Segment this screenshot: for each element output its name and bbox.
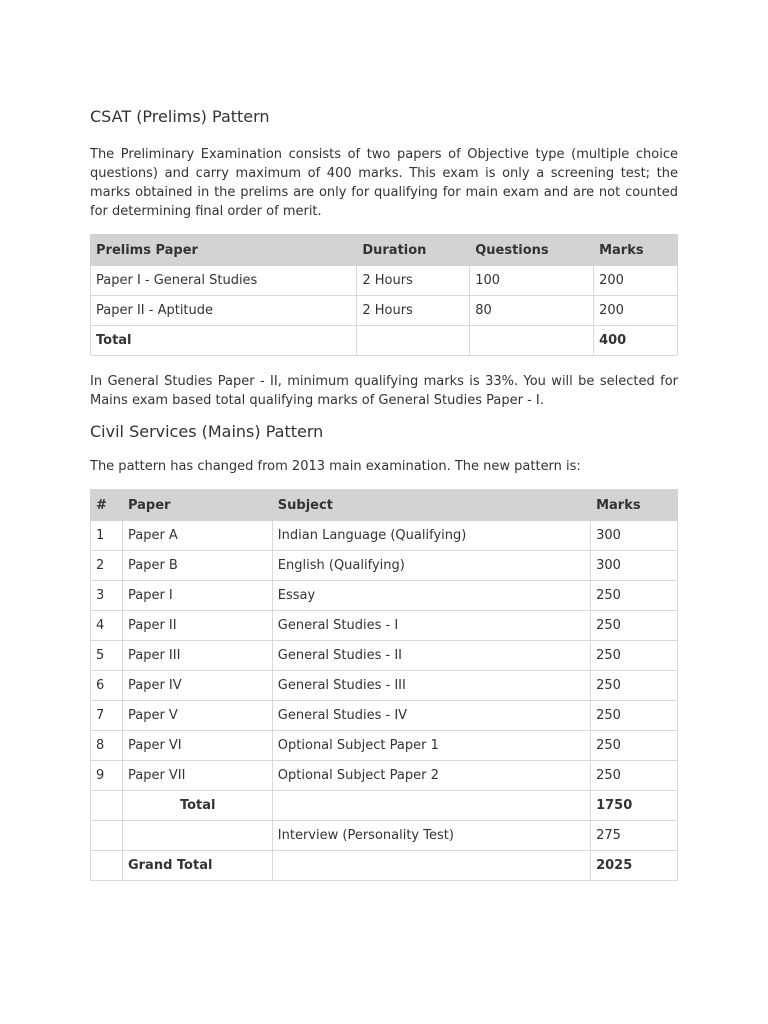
prelims-cell-questions: 80 <box>470 296 594 326</box>
mains-header-number: # <box>91 490 123 521</box>
table-row <box>91 731 678 761</box>
mains-cell-subject: Indian Language (Qualifying) <box>272 521 590 551</box>
mains-header-paper: Paper <box>122 490 272 521</box>
mains-header-subject: Subject <box>272 490 590 521</box>
mains-cell-number <box>91 821 123 851</box>
mains-cell-number: 5 <box>91 641 123 671</box>
table-row <box>91 266 678 296</box>
table-row <box>91 851 678 881</box>
mains-cell-number: 7 <box>91 701 123 731</box>
mains-cell-paper: Paper A <box>122 521 272 551</box>
mains-cell-subject: General Studies - IV <box>272 701 590 731</box>
mains-cell-marks: 250 <box>591 581 678 611</box>
mains-cell-marks: 250 <box>591 701 678 731</box>
table-row <box>91 701 678 731</box>
table-row <box>91 581 678 611</box>
mains-cell-subject: Optional Subject Paper 1 <box>272 731 590 761</box>
mains-interview-marks: 275 <box>591 821 678 851</box>
table-row <box>91 641 678 671</box>
prelims-note: In General Studies Paper - II, minimum qualifying marks is 33%. You will be selected for Mains exam based total qualifying marks of General Studies Paper - I. <box>90 374 678 408</box>
prelims-cell-duration: 2 Hours <box>357 296 470 326</box>
mains-cell-marks: 250 <box>591 761 678 791</box>
mains-cell-number: 4 <box>91 611 123 641</box>
prelims-header-marks: Marks <box>594 235 678 266</box>
mains-cell-number: 2 <box>91 551 123 581</box>
mains-cell-paper: Paper VI <box>122 731 272 761</box>
mains-cell-paper <box>122 821 272 851</box>
mains-cell-number: 3 <box>91 581 123 611</box>
mains-cell-subject: General Studies - III <box>272 671 590 701</box>
table-row <box>91 821 678 851</box>
mains-cell-marks: 300 <box>591 521 678 551</box>
prelims-cell-questions: 100 <box>470 266 594 296</box>
mains-cell-number: 6 <box>91 671 123 701</box>
document-content <box>90 106 678 881</box>
mains-cell-paper: Paper B <box>122 551 272 581</box>
mains-cell-marks: 250 <box>591 671 678 701</box>
table-row <box>91 671 678 701</box>
mains-cell-subject <box>272 851 590 881</box>
prelims-cell-duration <box>357 326 470 356</box>
mains-cell-number <box>91 851 123 881</box>
prelims-cell-marks: 200 <box>594 266 678 296</box>
mains-interview-label: Interview (Personality Test) <box>272 821 590 851</box>
mains-total-marks: 1750 <box>591 791 678 821</box>
mains-cell-number: 1 <box>91 521 123 551</box>
prelims-cell-questions <box>470 326 594 356</box>
mains-header-marks: Marks <box>591 490 678 521</box>
prelims-header-paper: Prelims Paper <box>91 235 357 266</box>
mains-cell-subject <box>272 791 590 821</box>
mains-cell-paper: Paper VII <box>122 761 272 791</box>
table-row <box>91 611 678 641</box>
table-row <box>91 551 678 581</box>
table-row <box>91 296 678 326</box>
mains-cell-subject: General Studies - II <box>272 641 590 671</box>
mains-table-header <box>91 490 678 521</box>
mains-cell-number <box>91 791 123 821</box>
mains-cell-paper: Paper II <box>122 611 272 641</box>
prelims-cell-duration: 2 Hours <box>357 266 470 296</box>
mains-cell-marks: 250 <box>591 731 678 761</box>
table-row <box>91 521 678 551</box>
prelims-header-questions: Questions <box>470 235 594 266</box>
table-row <box>91 791 678 821</box>
prelims-table-header <box>91 235 678 266</box>
prelims-table <box>90 234 678 356</box>
mains-cell-subject: General Studies - I <box>272 611 590 641</box>
mains-total-label: Total <box>122 791 272 821</box>
prelims-total-label: Total <box>91 326 357 356</box>
prelims-heading: CSAT (Prelims) Pattern <box>90 107 270 126</box>
mains-cell-marks: 300 <box>591 551 678 581</box>
mains-cell-paper: Paper V <box>122 701 272 731</box>
table-row <box>91 326 678 356</box>
table-row <box>91 761 678 791</box>
prelims-cell-paper: Paper I - General Studies <box>91 266 357 296</box>
mains-cell-paper: Paper IV <box>122 671 272 701</box>
prelims-header-duration: Duration <box>357 235 470 266</box>
mains-cell-subject: Optional Subject Paper 2 <box>272 761 590 791</box>
mains-cell-number: 8 <box>91 731 123 761</box>
prelims-total-marks: 400 <box>594 326 678 356</box>
mains-cell-subject: Essay <box>272 581 590 611</box>
mains-cell-marks: 250 <box>591 611 678 641</box>
mains-intro: The pattern has changed from 2013 main examination. The new pattern is: <box>90 459 581 474</box>
mains-grand-total-marks: 2025 <box>591 851 678 881</box>
mains-cell-number: 9 <box>91 761 123 791</box>
mains-cell-paper: Paper I <box>122 581 272 611</box>
mains-grand-total-label: Grand Total <box>122 851 272 881</box>
prelims-intro: The Preliminary Examination consists of two papers of Objective type (multiple choice questions) and carry maximum of 400 marks. This exam is only a screening test; the marks obtained in the prelims are only for qualifying for main exam and are not counted for determining final order of merit. <box>90 147 678 219</box>
prelims-cell-paper: Paper II - Aptitude <box>91 296 357 326</box>
mains-cell-paper: Paper III <box>122 641 272 671</box>
prelims-cell-marks: 200 <box>594 296 678 326</box>
mains-cell-marks: 250 <box>591 641 678 671</box>
mains-table <box>90 489 678 881</box>
mains-cell-subject: English (Qualifying) <box>272 551 590 581</box>
mains-heading: Civil Services (Mains) Pattern <box>90 422 324 441</box>
